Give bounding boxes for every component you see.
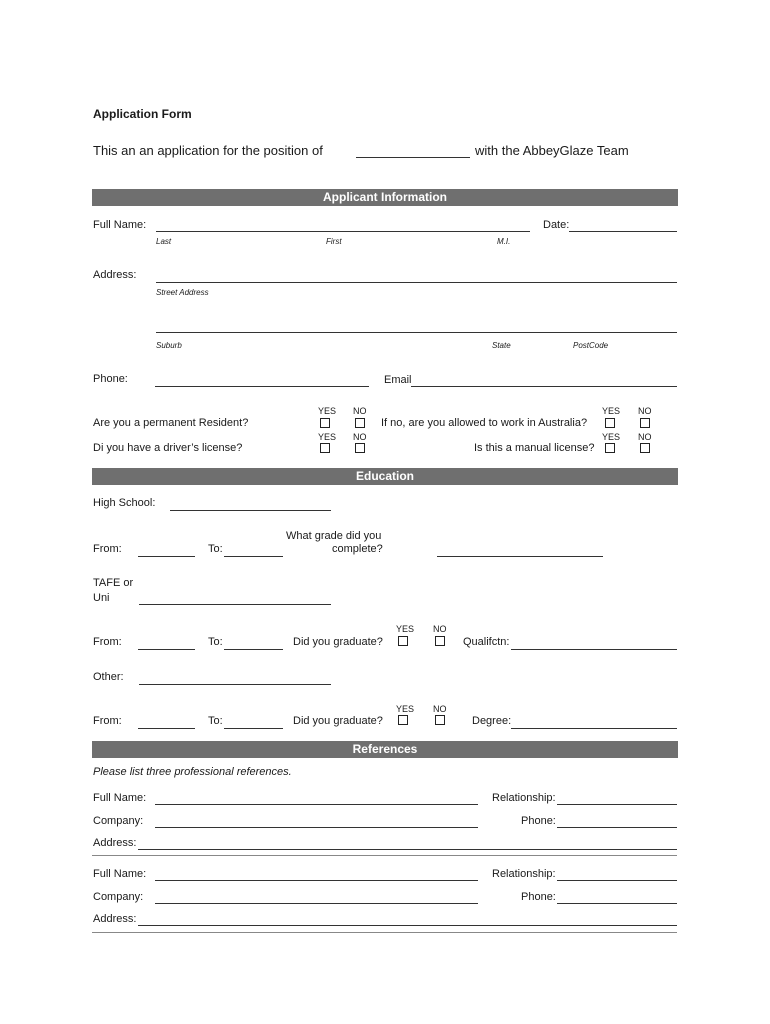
degree-input[interactable] (511, 728, 677, 729)
full-name-input[interactable] (156, 231, 530, 232)
grade-input[interactable] (437, 556, 603, 557)
other-input[interactable] (139, 684, 331, 685)
other-from-input[interactable] (138, 728, 195, 729)
address-label: Address: (93, 269, 137, 281)
date-label: Date: (543, 219, 570, 231)
tafe-label-line1: TAFE or (93, 577, 134, 589)
tafe-label-line2: Uni (93, 592, 110, 604)
qualification-input[interactable] (511, 649, 677, 650)
ref2-company-label: Company: (93, 891, 144, 903)
high-school-label: High School: (93, 497, 156, 509)
ref1-address-label: Address: (93, 837, 137, 849)
tafe-graduate-no-checkbox[interactable] (435, 636, 445, 646)
tafe-no-label: NO (433, 624, 447, 634)
other-to-input[interactable] (224, 728, 283, 729)
tafe-to-label: To: (208, 636, 223, 648)
grade-question-line2: complete? (332, 543, 383, 555)
ref2-separator (92, 932, 677, 933)
license-no-checkbox[interactable] (355, 443, 365, 453)
ref1-full-name-input[interactable] (155, 804, 478, 805)
email-label: Email (384, 374, 412, 386)
other-yes-label: YES (396, 704, 415, 714)
ref2-company-input[interactable] (155, 903, 478, 904)
resident-no-checkbox[interactable] (355, 418, 365, 428)
ref1-phone-input[interactable] (557, 827, 677, 828)
mi-caption: M.I. (497, 237, 511, 246)
phone-input[interactable] (155, 386, 369, 387)
applicant-section-header: Applicant Information (92, 189, 678, 206)
tafe-graduate-question: Did you graduate? (293, 636, 383, 648)
license-no-label: NO (353, 432, 367, 442)
tafe-from-label: From: (93, 636, 122, 648)
ref1-address-input[interactable] (138, 849, 677, 850)
tafe-input[interactable] (139, 604, 331, 605)
education-section-header: Education (92, 468, 678, 485)
date-input[interactable] (569, 231, 677, 232)
ref2-full-name-label: Full Name: (93, 868, 147, 880)
manual-yes-checkbox[interactable] (605, 443, 615, 453)
license-yes-checkbox[interactable] (320, 443, 330, 453)
other-graduate-yes-checkbox[interactable] (398, 715, 408, 725)
hs-to-input[interactable] (224, 556, 283, 557)
suburb-caption: Suburb (156, 341, 182, 350)
ref2-address-input[interactable] (138, 925, 677, 926)
ref2-phone-input[interactable] (557, 903, 677, 904)
ref1-relationship-label: Relationship: (492, 792, 556, 804)
other-no-label: NO (433, 704, 447, 714)
work-yes-checkbox[interactable] (605, 418, 615, 428)
work-question: If no, are you allowed to work in Australia? (381, 417, 588, 429)
license-yes-label: YES (318, 432, 337, 442)
resident-yes-checkbox[interactable] (320, 418, 330, 428)
other-to-label: To: (208, 715, 223, 727)
phone-label: Phone: (93, 373, 128, 385)
ref2-full-name-input[interactable] (155, 880, 478, 881)
form-title: Application Form (93, 107, 192, 121)
tafe-to-input[interactable] (224, 649, 283, 650)
intro-suffix: with the AbbeyGlaze Team (475, 143, 629, 158)
other-graduate-question: Did you graduate? (293, 715, 383, 727)
resident-question: Are you a permanent Resident? (93, 417, 249, 429)
suburb-state-postcode-input[interactable] (156, 332, 677, 333)
manual-yes-label: YES (602, 432, 621, 442)
high-school-input[interactable] (170, 510, 331, 511)
ref1-relationship-input[interactable] (557, 804, 677, 805)
ref2-relationship-label: Relationship: (492, 868, 556, 880)
last-caption: Last (156, 237, 172, 246)
hs-from-label: From: (93, 543, 122, 555)
work-no-label: NO (638, 406, 652, 416)
street-address-caption: Street Address (156, 288, 209, 297)
grade-question-line1: What grade did you (286, 530, 382, 542)
tafe-yes-label: YES (396, 624, 415, 634)
references-section-header: References (92, 741, 678, 758)
other-graduate-no-checkbox[interactable] (435, 715, 445, 725)
intro-prefix: This an an application for the position of (93, 143, 323, 158)
hs-to-label: To: (208, 543, 223, 555)
ref2-relationship-input[interactable] (557, 880, 677, 881)
ref1-separator (92, 855, 677, 856)
ref1-company-input[interactable] (155, 827, 478, 828)
manual-no-label: NO (638, 432, 652, 442)
references-instruction: Please list three professional references. (93, 766, 292, 778)
resident-yes-label: YES (318, 406, 337, 416)
state-caption: State (492, 341, 511, 350)
other-from-label: From: (93, 715, 122, 727)
email-input[interactable] (411, 386, 677, 387)
first-caption: First (326, 237, 342, 246)
tafe-from-input[interactable] (138, 649, 195, 650)
ref1-full-name-label: Full Name: (93, 792, 147, 804)
work-no-checkbox[interactable] (640, 418, 650, 428)
tafe-graduate-yes-checkbox[interactable] (398, 636, 408, 646)
ref2-address-label: Address: (93, 913, 137, 925)
street-address-input[interactable] (156, 282, 677, 283)
ref1-company-label: Company: (93, 815, 144, 827)
position-input[interactable] (356, 157, 470, 158)
qualification-label: Qualifctn: (463, 636, 510, 648)
ref2-phone-label: Phone: (521, 891, 556, 903)
work-yes-label: YES (602, 406, 621, 416)
license-question: Di you have a driver’s license? (93, 442, 243, 454)
manual-question: Is this a manual license? (474, 442, 595, 454)
full-name-label: Full Name: (93, 219, 147, 231)
ref1-phone-label: Phone: (521, 815, 556, 827)
resident-no-label: NO (353, 406, 367, 416)
other-label: Other: (93, 671, 124, 683)
manual-no-checkbox[interactable] (640, 443, 650, 453)
postcode-caption: PostCode (573, 341, 609, 350)
hs-from-input[interactable] (138, 556, 195, 557)
degree-label: Degree: (472, 715, 512, 727)
